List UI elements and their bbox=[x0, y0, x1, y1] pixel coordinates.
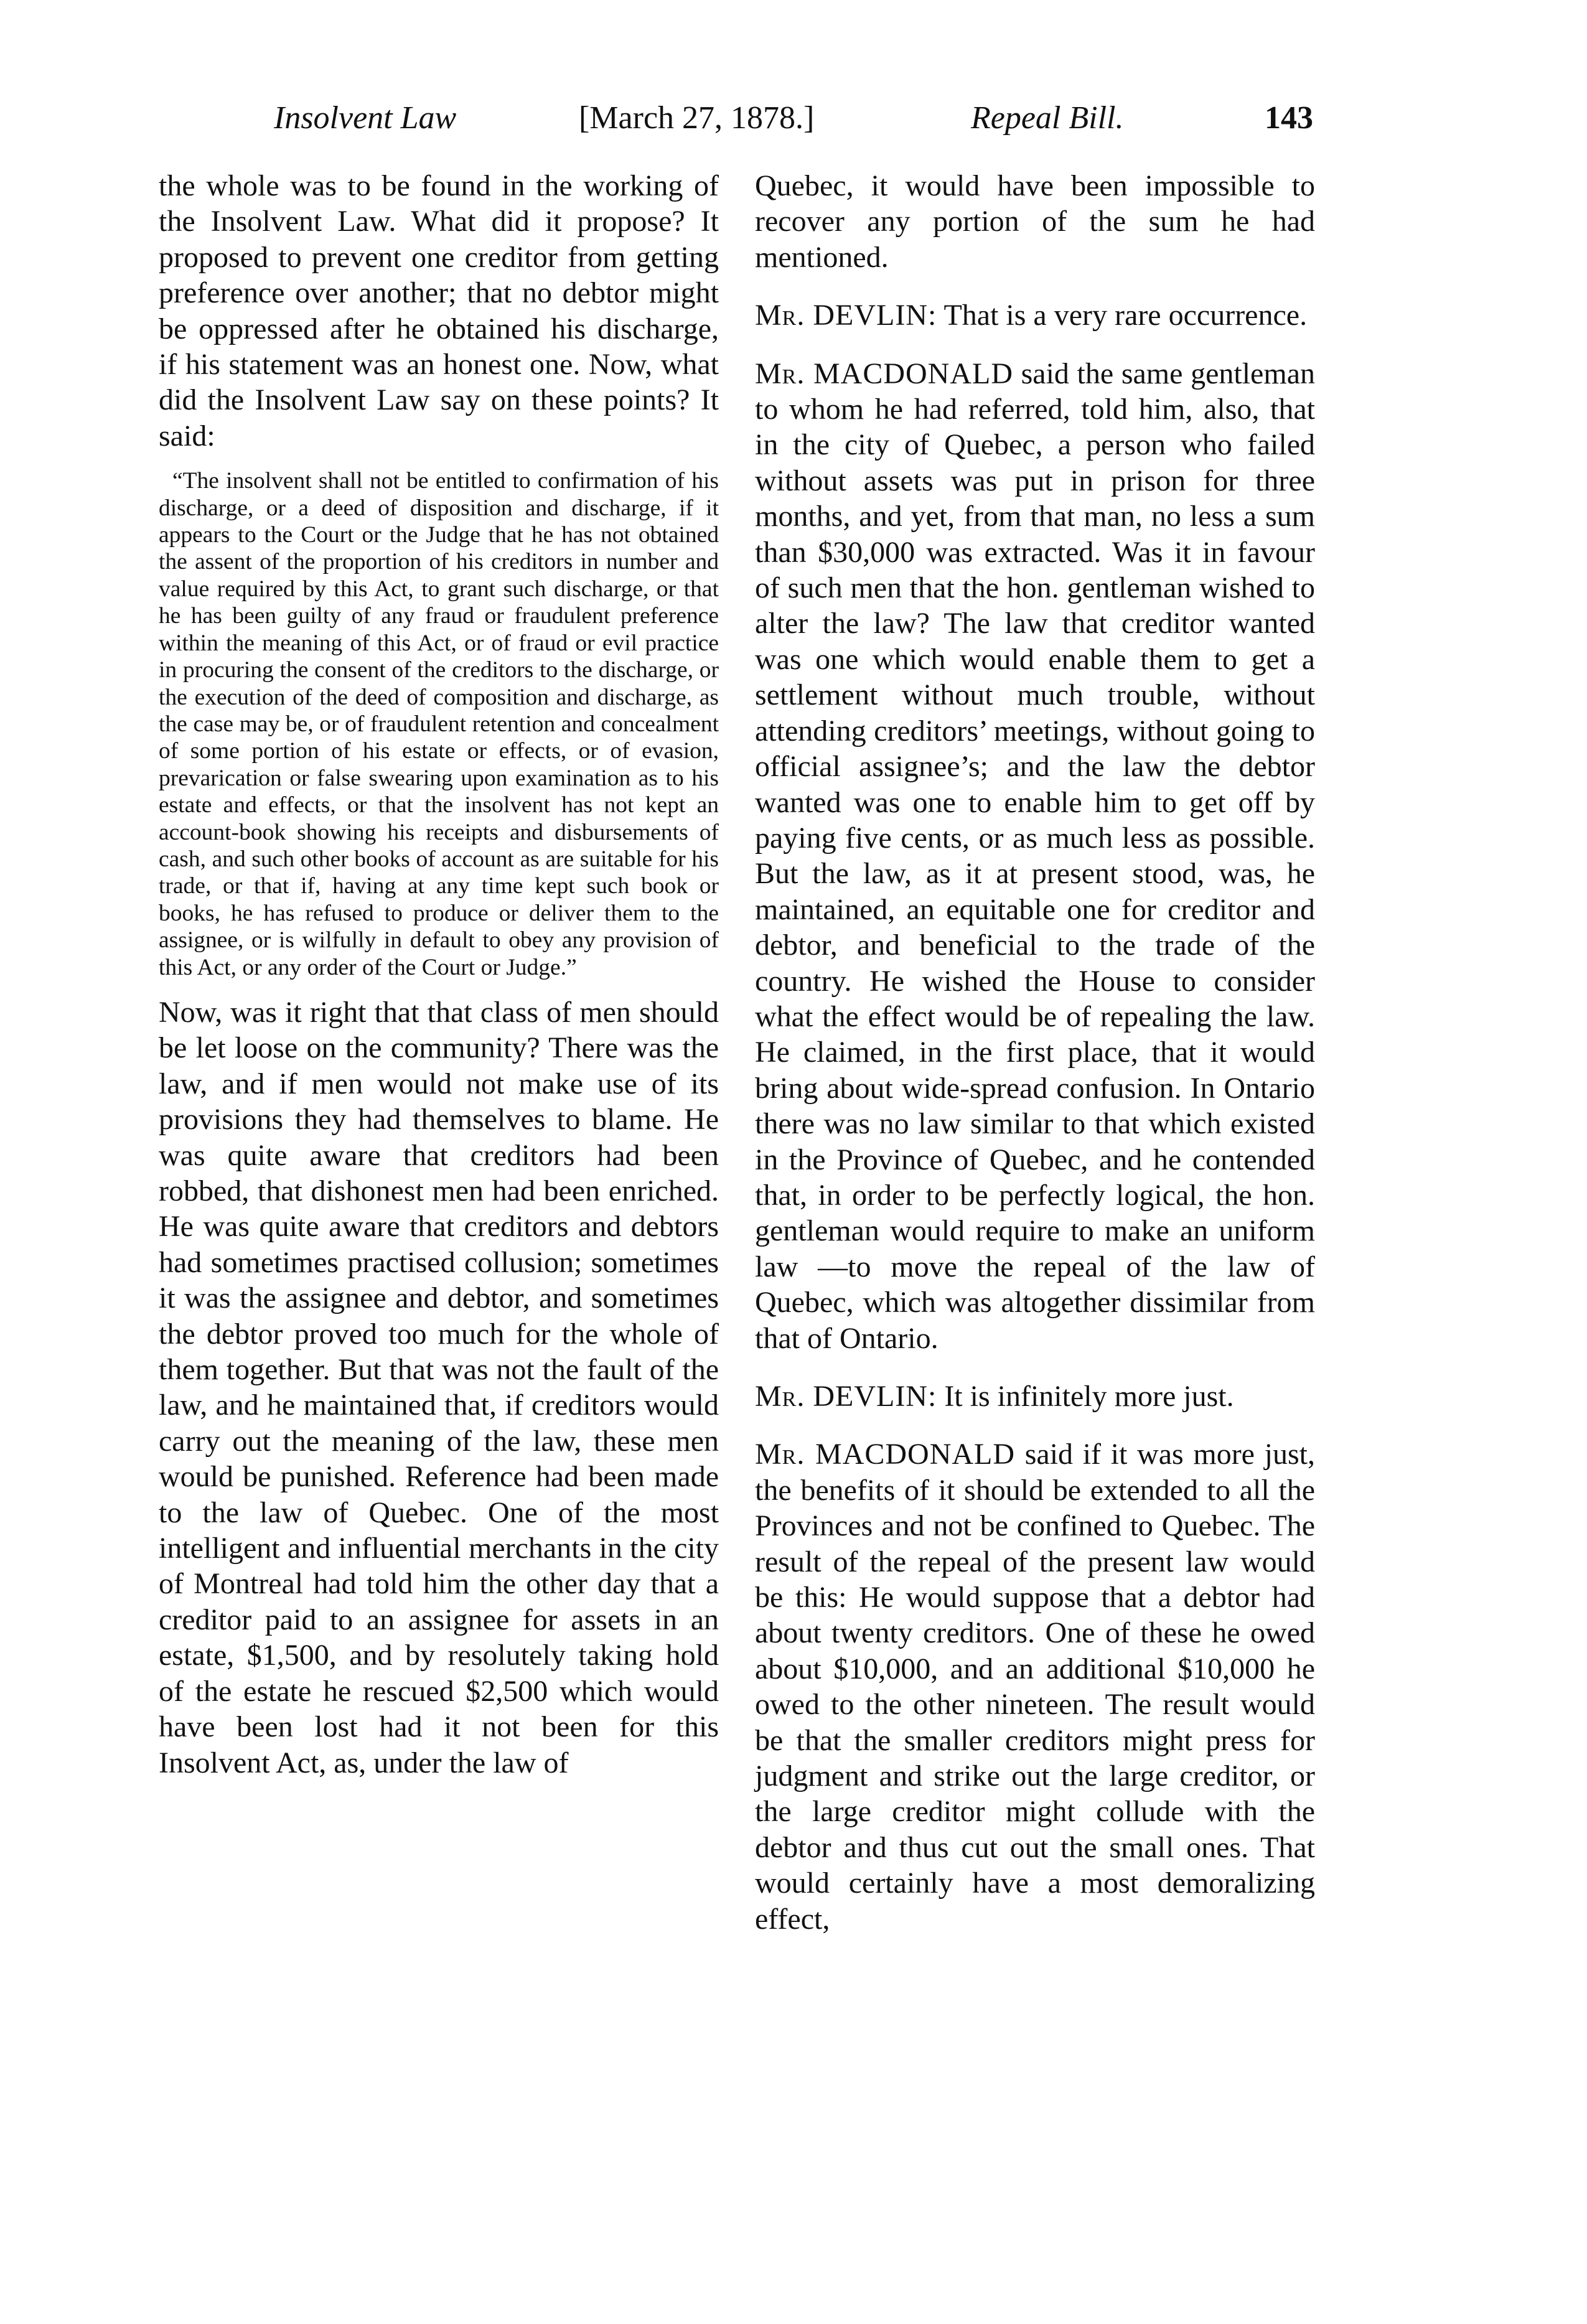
running-header bbox=[156, 93, 1313, 143]
header-section-title: Insolvent Law bbox=[274, 100, 457, 136]
speaker-name: Mr. MACDONALD bbox=[755, 1438, 1016, 1471]
left-paragraph-2: Now, was it right that that class of men should be let loose on the community? There was the law, and if men would not make use of its provisions they had themselves to blame. He was quite aware that creditors had been robbed, that dishonest men had been enriched. He was quite aware that creditors and debtors had sometimes practised collusion; sometimes it was the assignee and debtor, and sometimes the debtor proved too much for the whole of them together. But that was not the fault of the law, and he maintained that, if creditors would carry out the meaning of the law, these men would be punished. Reference had been made to the law of Quebec. One of the most intelligent and influential merchants in the city of Montreal had told him the other day that a creditor paid to an assignee for assets in an estate, $1,500, and by resolutely taking hold of the estate he rescued $2,500 which would have been lost had it not been for this Insolvent Act, as, under the law of bbox=[159, 995, 719, 1779]
speech-macdonald-2 bbox=[755, 1436, 1315, 1937]
speech-devlin-1 bbox=[755, 298, 1315, 333]
speech-macdonald-1 bbox=[755, 356, 1315, 1356]
header-date: [March 27, 1878.] bbox=[579, 100, 815, 136]
speaker-name: Mr. DEVLIN: bbox=[755, 1380, 937, 1413]
right-column bbox=[755, 168, 1315, 1937]
header-bill-title: Repeal Bill. bbox=[971, 100, 1124, 136]
speech-text: said the same gentleman to whom he had referred, told him, also, that in the city of Quebec, a person who failed without assets was put in prison for three months, and yet, from that man, no less a sum than $30,000 was extracted. Was it in favour of such men that the hon. gentleman wished to alter the law? The law that creditor wanted was one which would enable them to get a settlement without much trouble, without attending creditors’ meetings, without going to official assignee’s; and the law the debtor wanted was one to enable him to get off by paying five cents, or as much less as possible. But the law, as it at present stood, was, he maintained, an equitable one for creditor and debtor, and beneficial to the trade of the country. He wished the House to consider what the effect would be of repealing the law. He claimed, in the first place, that it would bring about wide-spread confusion. In Ontario there was no law similar to that which existed in the Province of Quebec, and he contended that, in order to be perfectly logical, the hon. gentleman would require to make an uniform law —to move the repeal of the law of Quebec, which was altogether dissimilar from that of Ontario. bbox=[755, 357, 1315, 1355]
speaker-name: Mr. DEVLIN: bbox=[755, 299, 937, 332]
left-column bbox=[159, 168, 719, 1781]
speech-text: That is a very rare occurrence. bbox=[943, 299, 1308, 332]
speaker-name: Mr. MACDONALD bbox=[755, 357, 1013, 390]
quoted-statute: “The insolvent shall not be entitled to confirmation of his discharge, or a deed of disposition and discharge, if it appears to the Court or the Judge that he has not obtained the assent of the proportion of his creditors in number and value required by this Act, to grant such discharge, or that he has been guilty of any fraud or fraudulent preference within the meaning of this Act, or of fraud or evil practice in procuring the consent of the creditors to the discharge, or the execution of the deed of composition and discharge, as the case may be, or of fraudulent retention and concealment of some portion of his estate or effects, or of evasion, prevarication or false swearing upon examination as to his estate and effects, or that the insolvent has not kept an account-book showing his receipts and disbursements of cash, and such other books of account as are suitable for his trade, or that if, having at any time kept such book or books, he has refused to produce or deliver them to the assignee, or is wilfully in default to obey any provision of this Act, or any order of the Court or Judge.” bbox=[159, 468, 719, 980]
speech-text: said if it was more just, the benefits of it should be extended to all the Provinces and not be confined to Quebec. The result of the repeal of the present law would be this: He would suppose that a debtor had about twenty creditors. One of these he owed about $10,000, and an additional $10,000 he owed to the other nineteen. The result would be that the smaller creditors might press for judgment and strike out the large creditor, or the large creditor might collude with the debtor and thus cut out the small ones. That would certainly have a most demoralizing effect, bbox=[755, 1438, 1315, 1936]
page-number: 143 bbox=[1265, 100, 1313, 136]
speech-text: It is infinitely more just. bbox=[944, 1380, 1234, 1413]
speech-devlin-2 bbox=[755, 1379, 1315, 1414]
left-paragraph-1: the whole was to be found in the working of the Insolvent Law. What did it propose? It proposed to prevent one creditor from getting preference over another; that no debtor might be oppressed after he obtained his discharge, if his statement was an honest one. Now, what did the Insolvent Law say on these points? It said: bbox=[159, 169, 719, 452]
right-paragraph-1: Quebec, it would have been impossible to recover any portion of the sum he had mentioned. bbox=[755, 169, 1315, 274]
